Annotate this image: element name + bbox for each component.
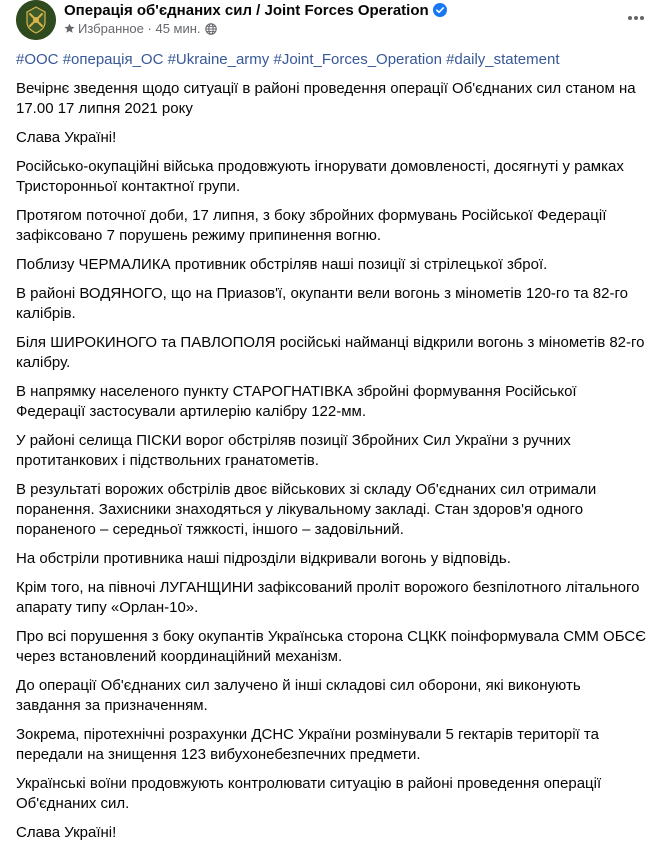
page-avatar[interactable] xyxy=(16,0,56,40)
joint-forces-emblem-icon xyxy=(16,0,56,40)
hashtag-link[interactable]: #Joint_Forces_Operation xyxy=(273,51,442,68)
post-paragraph: Протягом поточної доби, 17 липня, з боку збройних формувань Російської Федерації зафіксовано 7 порушень режиму припинення вогню. xyxy=(16,207,607,244)
hashtag-link[interactable]: #операція_ОС xyxy=(62,51,164,68)
post-paragraph: Зокрема, піротехнічні розрахунки ДСНС України розмінували 5 гектарів території та передали на знищення 123 вибухонебезпечних предмети. xyxy=(16,726,599,763)
post-paragraph: Поблизу ЧЕРМАЛИКА противник обстріляв наші позиції зі стрілецької зброї. xyxy=(16,256,548,273)
post-paragraph: У районі селища ПІСКИ ворог обстріляв позиції Збройних Сил України з ручних протитанкових і підствольних гранатометів. xyxy=(16,432,571,469)
post-paragraph: Слава Україні! xyxy=(16,129,117,146)
post-paragraph: Російсько-окупаційні війська продовжують ігнорувати домовленості, досягнуті у рамках Тристоронньої контактної групи. xyxy=(16,158,624,195)
hashtag-link[interactable]: #Ukraine_army xyxy=(167,51,270,68)
more-options-button[interactable] xyxy=(620,2,652,34)
meta-separator: · xyxy=(147,21,152,36)
post-paragraph: Про всі порушення з боку окупантів Українська сторона СЦКК поінформувала СММ ОБСЄ через встановлений координаційний механізм. xyxy=(16,628,646,665)
post-paragraph: На обстріли противника наші підрозділи відкривали вогонь у відповідь. xyxy=(16,550,511,567)
post-paragraph: В районі ВОДЯНОГО, що на Приазов'ї, окупанти вели вогонь з мінометів 120-го та 82-го калібрів. xyxy=(16,285,628,322)
post-paragraph: В напрямку населеного пункту СТАРОГНАТІВКА збройні формування Російської Федерації застосували артилерію калібру 122-мм. xyxy=(16,383,577,420)
post-paragraph: Слава Україні! xyxy=(16,824,117,841)
post-paragraph: Крім того, на півночі ЛУГАНЩИНИ зафіксований проліт ворожого безпілотного літального апарату типу «Орлан-10». xyxy=(16,579,640,616)
globe-icon xyxy=(205,23,217,35)
favorites-label[interactable]: Избранное xyxy=(78,21,144,36)
post-paragraph: До операції Об'єднаних сил залучено й інші складові сил оборони, які виконують завдання за призначенням. xyxy=(16,677,581,714)
post-paragraph: В результаті ворожих обстрілів двоє військових зі складу Об'єднаних сил отримали поранення. Захисники знаходяться у лікувальному закладі. Стан здоров'я одного пораненого – середньої тяжкості, іншого – задовільний. xyxy=(16,481,597,538)
hashtag-link[interactable]: #ООС xyxy=(16,51,59,68)
post-meta xyxy=(64,21,217,37)
post-paragraph: Вечірнє зведення щодо ситуації в районі проведення операції Об'єднаних сил станом на 17.00 17 липня 2021 року xyxy=(16,80,636,117)
page-name-text: Операція об'єднаних сил / Joint Forces Operation xyxy=(64,2,429,19)
post-paragraph: Біля ШИРОКИНОГО та ПАВЛОПОЛЯ російські найманці відкрили вогонь з мінометів 82-го калібру. xyxy=(16,334,645,371)
post-content xyxy=(16,50,648,852)
page-name-link[interactable] xyxy=(64,1,447,20)
post-paragraph: Українські воїни продовжують контролювати ситуацію в районі проведення операції Об'єднаних сил. xyxy=(16,775,602,812)
more-options-icon xyxy=(626,8,646,28)
verified-badge-icon xyxy=(433,3,447,17)
hashtag-line xyxy=(16,50,648,70)
post-timestamp[interactable]: 45 мин. xyxy=(155,21,201,36)
star-icon xyxy=(64,22,75,33)
hashtag-link[interactable]: #daily_statement xyxy=(446,51,560,68)
post-header xyxy=(16,0,656,42)
